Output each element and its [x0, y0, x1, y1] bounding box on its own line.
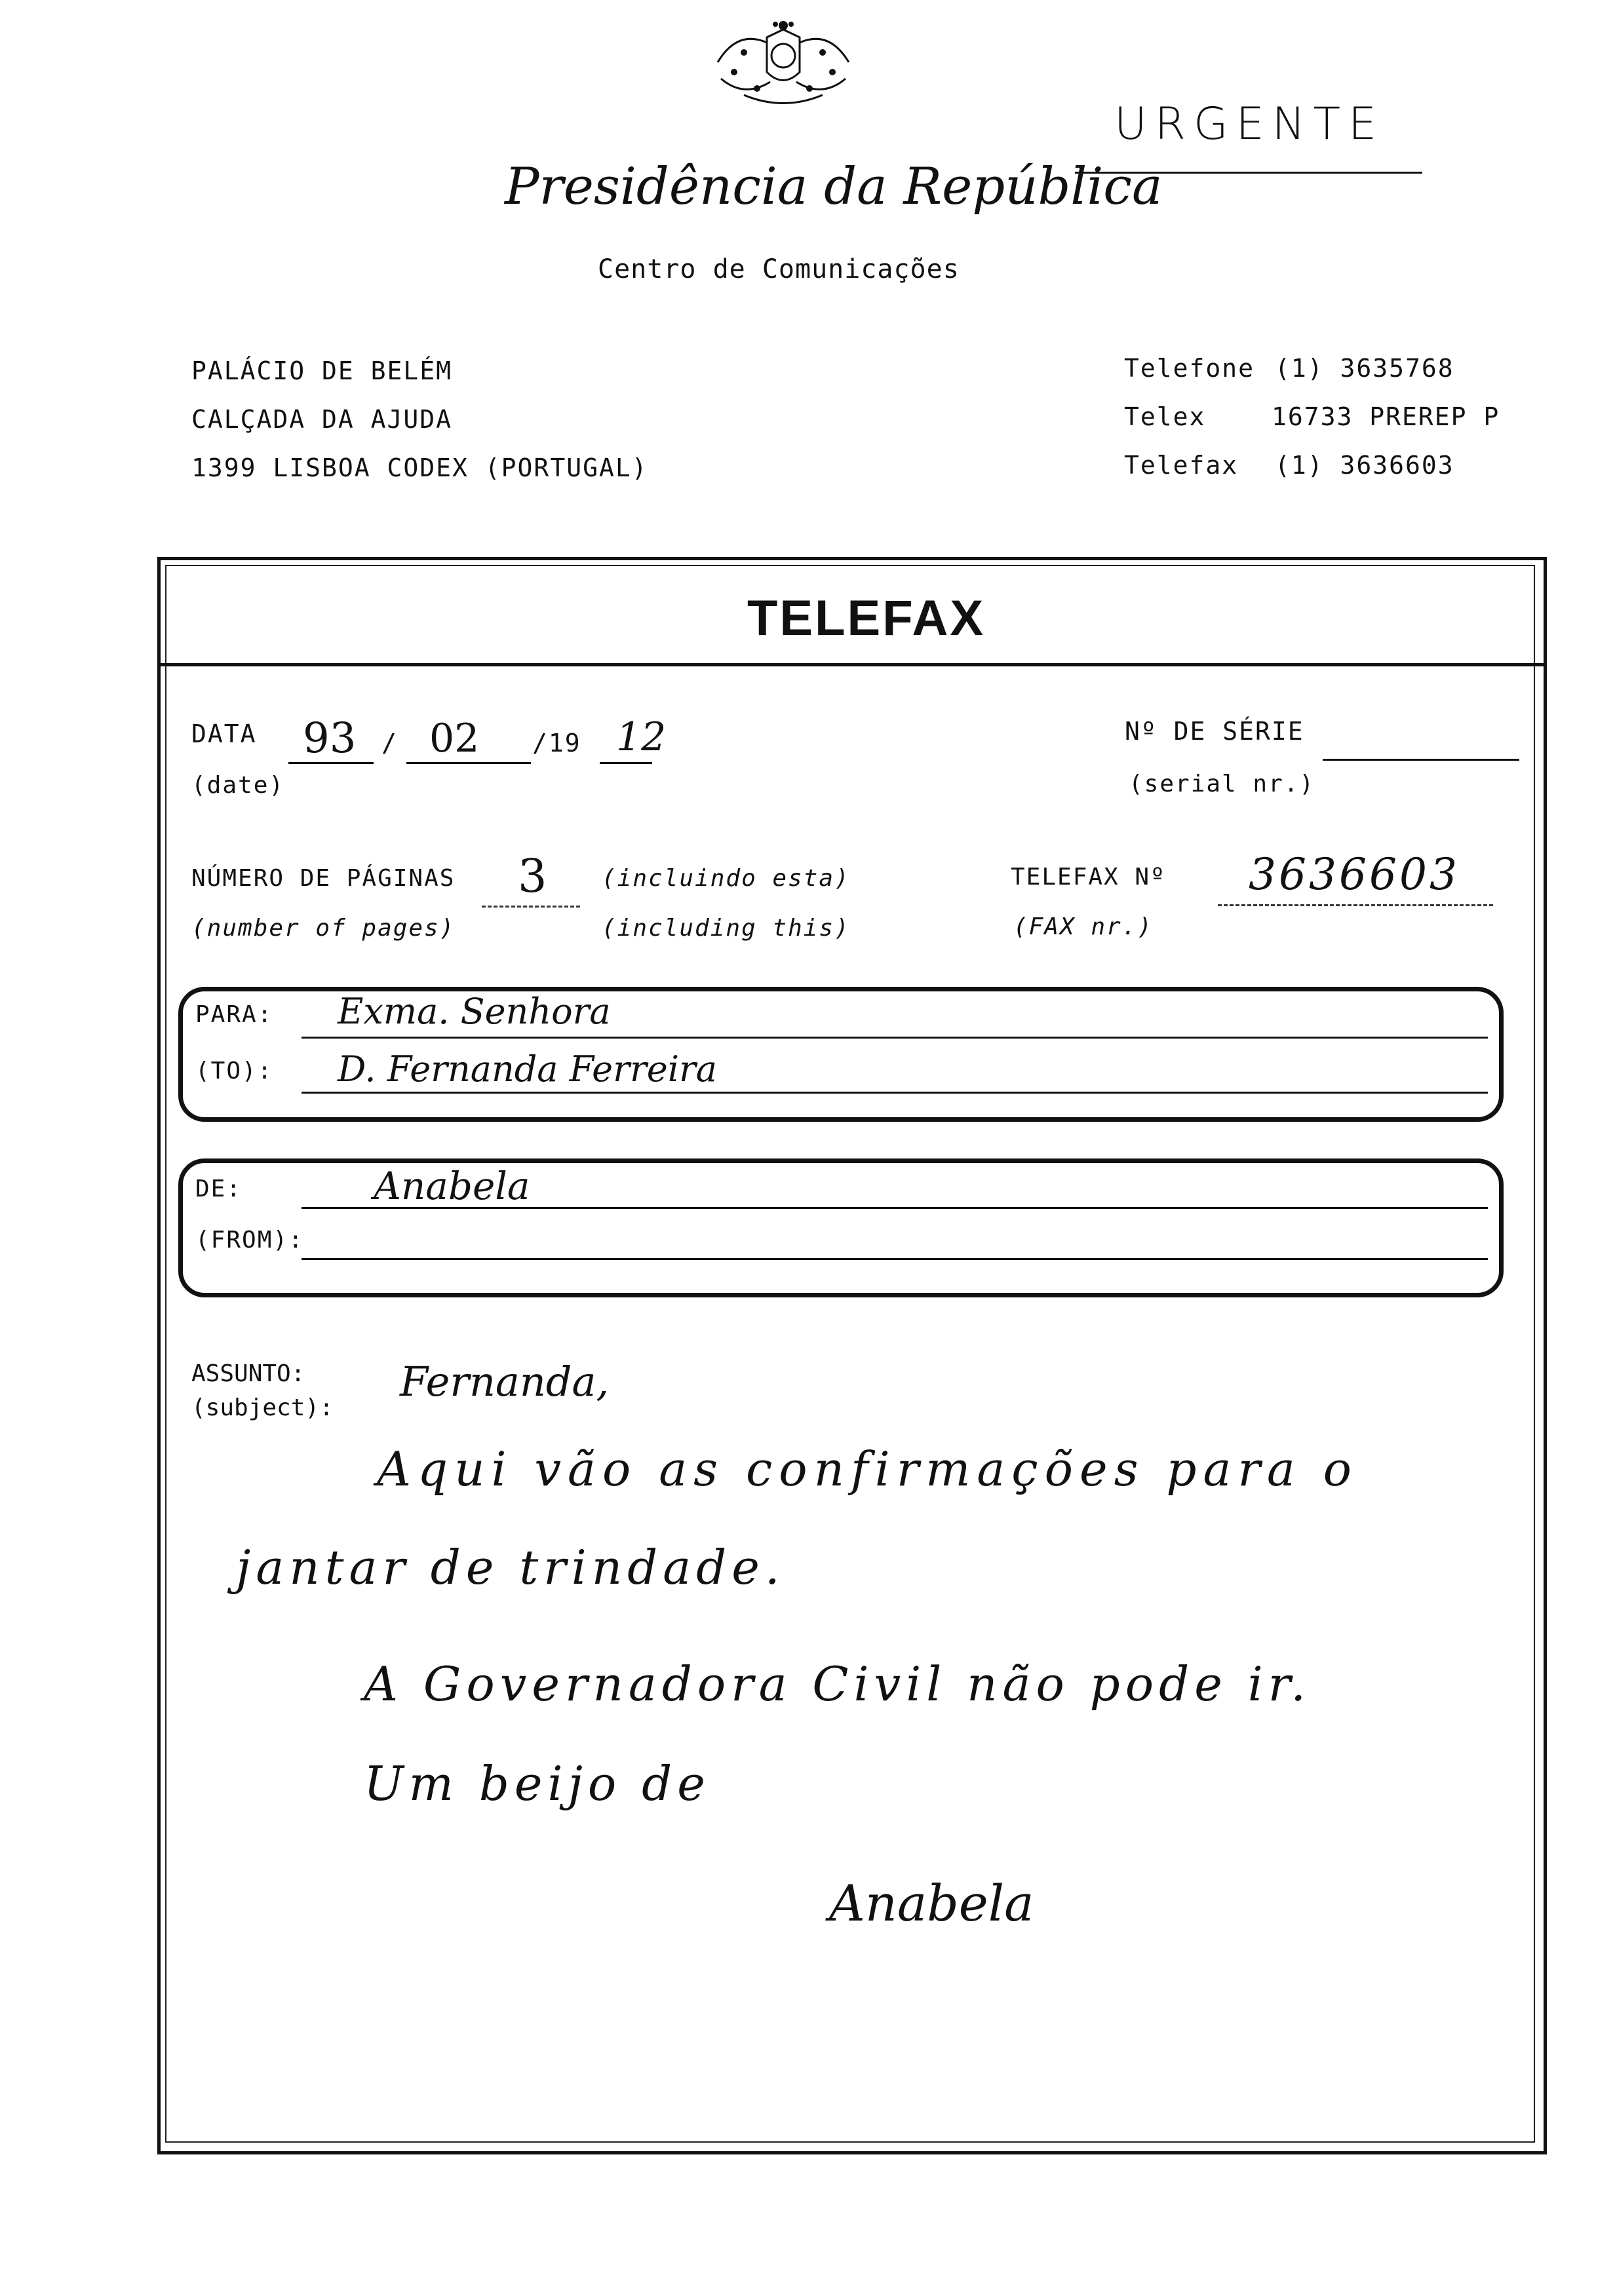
- date-label-en: (date): [191, 772, 285, 799]
- title-divider: [157, 663, 1547, 666]
- form-title: TELEFAX: [747, 590, 986, 646]
- date-day: 93: [303, 714, 357, 763]
- telefax-value: (1) 3636603: [1275, 451, 1454, 480]
- date-month: 02: [429, 716, 480, 761]
- date-year-prefix: /19: [532, 729, 581, 757]
- telephone-value: (1) 3635768: [1275, 354, 1454, 383]
- pages-field-line: [482, 906, 580, 908]
- fax-value: 3636603: [1249, 849, 1460, 900]
- fax-label-en: (FAX nr.): [1013, 913, 1154, 940]
- pages-value: 3: [518, 849, 547, 903]
- serial-label-en: (serial nr.): [1129, 771, 1315, 797]
- address-line-2: CALÇADA DA AJUDA: [191, 405, 453, 434]
- urgent-stamp: URGENTE: [1114, 98, 1385, 150]
- from-label-en: (FROM):: [195, 1227, 304, 1253]
- date-label: DATA: [191, 719, 257, 748]
- institution-name: Presidência da República: [505, 157, 1163, 216]
- from-field-line-1[interactable]: [302, 1207, 1488, 1209]
- pages-label: NÚMERO DE PÁGINAS: [191, 865, 456, 892]
- date-month-line: [406, 762, 531, 764]
- telephone-label: Telefone: [1124, 354, 1255, 383]
- serial-label: Nº DE SÉRIE: [1125, 717, 1304, 746]
- to-line-2: D. Fernanda Ferreira: [338, 1048, 717, 1090]
- date-year: 12: [616, 714, 667, 760]
- telefax-label: Telefax: [1124, 451, 1239, 480]
- date-year-line: [600, 762, 652, 764]
- date-day-line: [288, 762, 374, 764]
- fax-label: TELEFAX Nº: [1011, 864, 1166, 890]
- body-line-2: jantar de trindade.: [236, 1540, 785, 1595]
- body-line-4: Um beijo de: [364, 1756, 710, 1811]
- from-field-line-2[interactable]: [302, 1258, 1488, 1260]
- to-field-line-2[interactable]: [302, 1092, 1488, 1094]
- to-label: PARA:: [195, 1001, 273, 1028]
- to-label-en: (TO):: [195, 1058, 273, 1084]
- address-line-1: PALÁCIO DE BELÉM: [191, 356, 453, 385]
- fax-field-line: [1218, 904, 1493, 906]
- pages-label-en: (number of pages): [191, 915, 456, 942]
- to-field-line-1[interactable]: [302, 1037, 1488, 1039]
- subject-label-en: (subject):: [191, 1394, 334, 1421]
- address-line-3: 1399 LISBOA CODEX (PORTUGAL): [191, 453, 648, 482]
- signature: Anabela: [829, 1874, 1034, 1932]
- coat-of-arms-emblem: [705, 16, 862, 115]
- subject-label: ASSUNTO:: [191, 1360, 305, 1387]
- from-value: Anabela: [374, 1164, 530, 1208]
- serial-field[interactable]: [1323, 759, 1519, 761]
- telex-label: Telex: [1124, 402, 1206, 431]
- from-label: DE:: [195, 1176, 243, 1202]
- date-sep-1: /: [381, 729, 398, 757]
- body-line-3: A Governadora Civil não pode ir.: [364, 1656, 1312, 1712]
- department-name: Centro de Comunicações: [598, 254, 960, 284]
- to-line-1: Exma. Senhora: [338, 991, 611, 1032]
- subject-value: Fernanda,: [400, 1358, 610, 1406]
- pages-note: (incluindo esta): [602, 865, 850, 892]
- body-line-1: Aqui vão as confirmações para o: [377, 1442, 1359, 1497]
- telex-value: 16733 PREREP P: [1272, 402, 1500, 431]
- pages-note-en: (including this): [602, 915, 850, 942]
